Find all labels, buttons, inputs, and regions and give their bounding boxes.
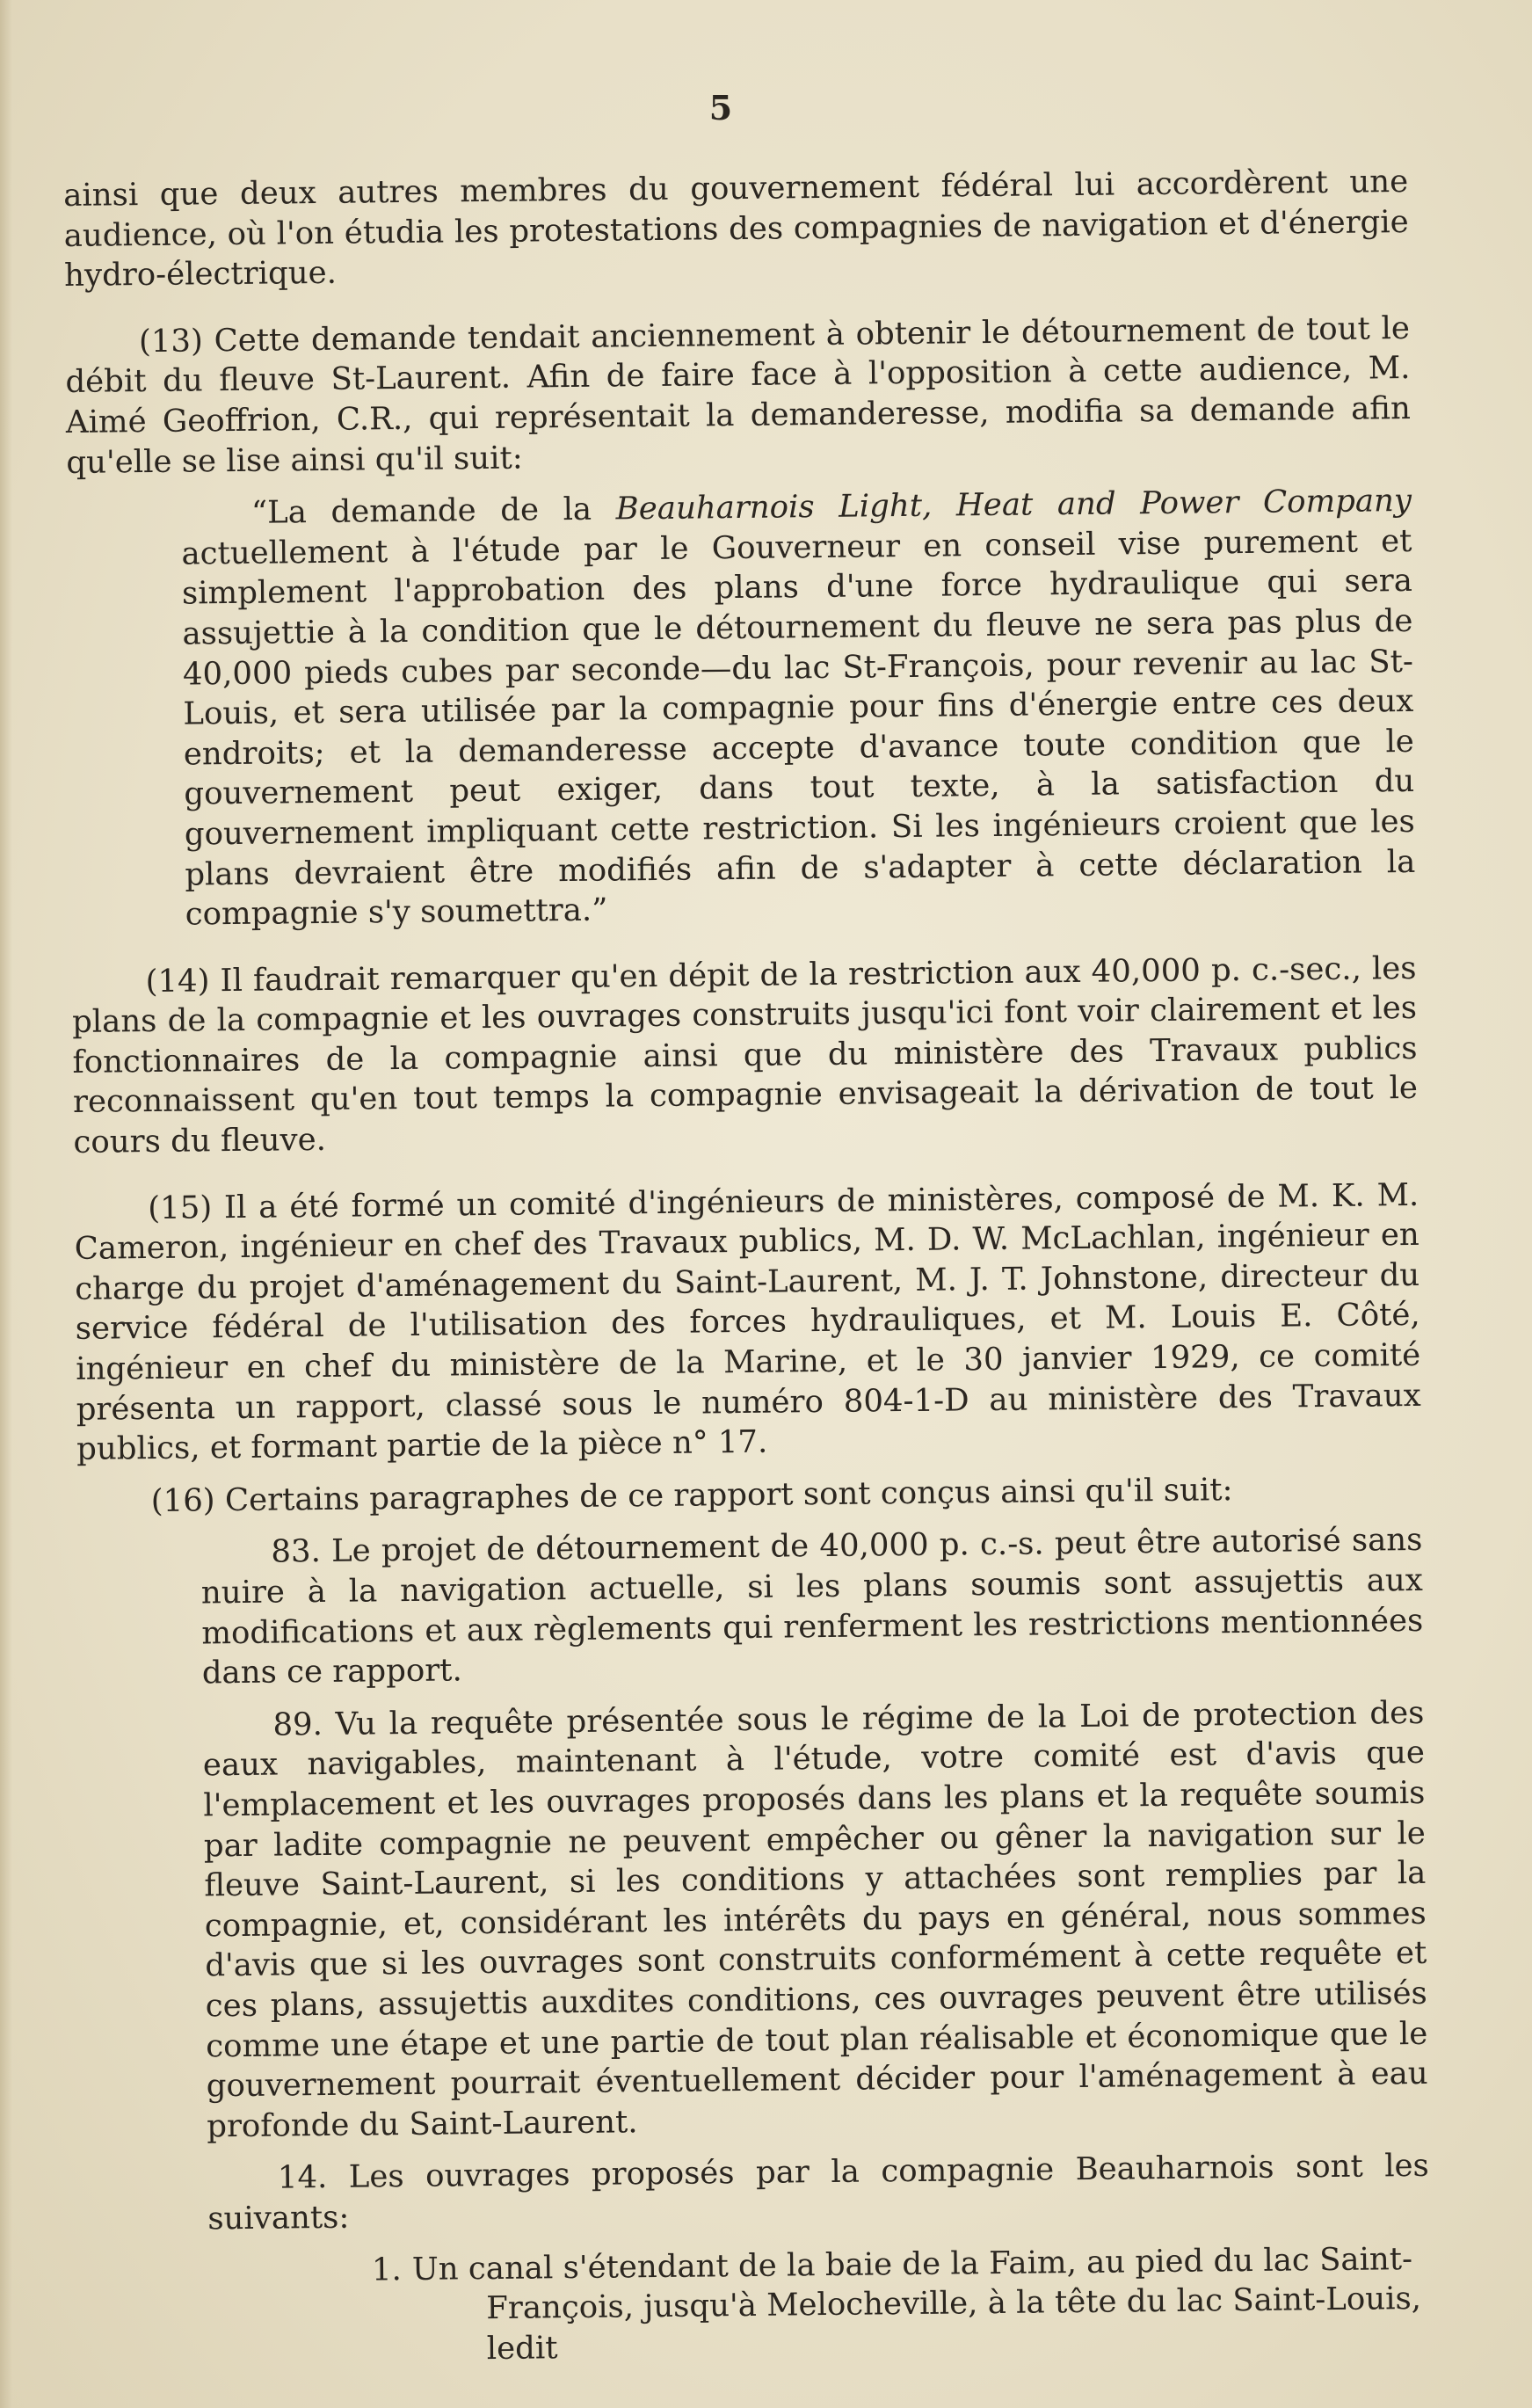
list-item-number: 1.: [371, 2251, 403, 2288]
company-name: Beauharnois Light, Heat and Power Company: [615, 483, 1412, 527]
report-paragraph-89: 89. Vu la requête présentée sous le régime de la Loi de protection des eaux navigables, maintenant à l'étude, votre comité est d'avis que l'emplacement et les ouvrages proposés dans les plans et la requête soumis par ladite compagnie ne peuvent empêcher ou gêner la navigation sur le fleuve Saint-Laurent, si les conditions y attachées sont remplies par la compagnie, et, considérant les intérêts du pays en général, nous sommes d'avis que si les ouvrages sont construits conformément à cette requête et ces plans, assujettis auxdites conditions, ces ouvrages peuvent être utilisés comme une étape et une partie de tout plan réalisable et économique que le gouvernement pourrait éventuellement décider pour l'aménagement à eau profonde du Saint-Laurent.: [202, 1694, 1428, 2145]
paragraph-intro: ainsi que deux autres membres du gouvernement fédéral lui accordèrent une audience, où l'on étudia les protestations des compagnies de navigation et d'énergie hydro-électrique.: [63, 163, 1409, 295]
page-edge-shadow: [0, 0, 12, 2408]
quote-opening: “La demande de la: [250, 491, 616, 531]
list-item-line-1: Un canal s'étendant de la baie de la Faim, au pied du lac Saint-: [411, 2240, 1413, 2288]
paragraph-13: (13) Cette demande tendait anciennement à obtenir le détournement de tout le débit du fleuve St-Laurent. Afin de faire face à l'opposition à cette audience, M. Aimé Geoffrion, C.R., qui représentait la demanderesse, modifia sa demande afin qu'elle se lise ainsi qu'il suit:: [65, 309, 1412, 481]
quote-body: actuellement à l'étude par le Gouverneur en conseil vise purement et simplement l'approbation des plans d'une force hydraulique qui sera assujettie à la condition que le détournement du fleuve ne sera pas plus de 40,000 pieds cubes par seconde—du lac St-François, pour revenir au lac St-Louis, et sera utilisée par la compagnie pour fins d'énergie entre ces deux endroits; et la demanderesse accepte d'avance toute condition que le gouvernement peut exiger, dans tout texte, à la satisfaction du gouvernement impliquant cette restriction. Si les ingénieurs croient que les plans devraient être modifiés afin de s'adapter à cette déclaration la compagnie s'y soumettra.”: [181, 522, 1416, 933]
works-list-item: [208, 2238, 1431, 2371]
paragraph-15: (15) Il a été formé un comité d'ingénieurs de ministères, composé de M. K. M. Cameron, ingénieur en chef des Travaux publics, M. D. W. McLachlan, ingénieur en charge du projet d'aménagement du Saint-Laurent, M. J. T. Johnstone, directeur du service fédéral de l'utilisation des forces hydrauliques, et M. Louis E. Côté, ingénieur en chef du ministère de la Marine, et le 30 janvier 1929, ce comité présenta un rapport, classé sous le numéro 804-1-D au ministère des Travaux publics, et formant partie de la pièce n° 17.: [74, 1176, 1421, 1468]
paragraph-14: (14) Il faudrait remarquer qu'en dépit de la restriction aux 40,000 p. c.-sec., les plans de la compagnie et les ouvrages construits jusqu'ici font voir clairement et les fonctionnaires de la compagnie ainsi que du ministère des Travaux publics reconnaissent qu'en tout temps la compagnie envisageait la dérivation de tout le cours du fleuve.: [71, 949, 1419, 1161]
page-number: 5: [708, 88, 733, 127]
paragraph-16: (16) Certains paragraphes de ce rapport sont conçus ainsi qu'il suit:: [150, 1471, 1233, 1519]
page-body: [63, 162, 1431, 2373]
list-item-text: [412, 2238, 1431, 2369]
quoted-request: [181, 481, 1416, 935]
report-paragraph-83: 83. Le projet de détournement de 40,000 p. c.-s. peut être autorisé sans nuire à la navigation actuelle, si les plans soumis sont assujettis aux modifications et aux règlements qui renferment les restrictions mentionnées dans ce rapport.: [200, 1522, 1424, 1691]
list-item-line-2: François, jusqu'à Melocheville, à la tête du lac Saint-Louis, ledit: [486, 2281, 1422, 2367]
report-paragraph-14: 14. Les ouvrages proposés par la compagnie Beauharnois sont les suivants:: [207, 2148, 1430, 2237]
